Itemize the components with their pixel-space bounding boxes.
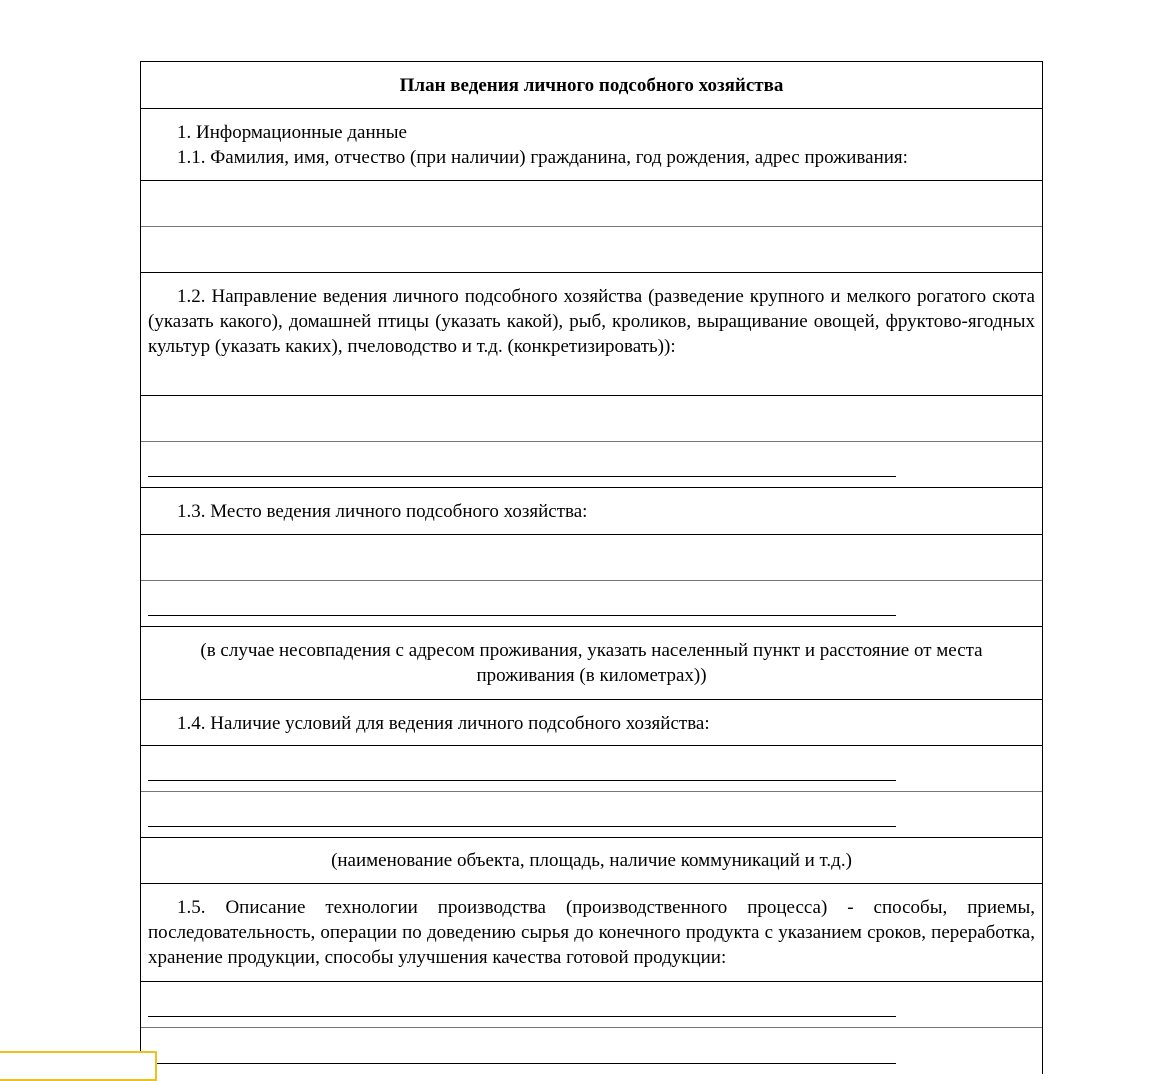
section-1-heading: 1. Информационные данные — [177, 122, 407, 143]
blank-line-1-3b[interactable] — [141, 581, 1042, 627]
item-1-1-label: 1.1. Фамилия, имя, отчество (при наличии) гражданина, год рождения, адрес проживания: — [177, 147, 908, 168]
underline — [148, 615, 896, 616]
underline — [148, 1063, 896, 1064]
blank-line-1-4b[interactable] — [141, 792, 1042, 838]
underline — [148, 476, 896, 477]
item-1-3-label: 1.3. Место ведения личного подсобного хозяйства: — [141, 488, 1042, 535]
underline — [148, 826, 896, 827]
blank-line-1-4a[interactable] — [141, 746, 1042, 792]
note-1-3: (в случае несовпадения с адресом проживания, указать населенный пункт и расстояние от места проживания (в километрах)) — [141, 627, 1042, 700]
underline — [148, 780, 896, 781]
item-1-5-label: 1.5. Описание технологии производства (производственного процесса) - способы, приемы, последовательность, операции по доведению сырья до конечного продукта с указанием сроков, переработка, хранение продукции, способы улучшения качества готовой продукции: — [141, 884, 1042, 982]
blank-line-1-5a[interactable] — [141, 982, 1042, 1028]
blank-line-1-3a[interactable] — [141, 535, 1042, 581]
form-table — [140, 61, 1043, 1074]
highlight-frame — [0, 1051, 157, 1081]
blank-line-1-1b[interactable] — [141, 227, 1042, 273]
item-1-4-label: 1.4. Наличие условий для ведения личного подсобного хозяйства: — [141, 700, 1042, 746]
blank-line-1-5b[interactable] — [141, 1028, 1042, 1074]
underline — [148, 1016, 896, 1017]
item-1-2-label: 1.2. Направление ведения личного подсобного хозяйства (разведение крупного и мелкого рогатого скота (указать какого), домашней птицы (указать какой), рыб, кроликов, выращивание овощей, фруктово-ягодных культур (указать каких), пчеловодство и т.д. (конкретизировать)): — [141, 273, 1042, 396]
section-1-cell — [141, 109, 1042, 181]
blank-line-1-1a[interactable] — [141, 181, 1042, 227]
blank-line-1-2b[interactable] — [141, 442, 1042, 488]
form-title: План ведения личного подсобного хозяйства — [141, 62, 1042, 109]
note-1-4: (наименование объекта, площадь, наличие коммуникаций и т.д.) — [141, 838, 1042, 884]
blank-line-1-2a[interactable] — [141, 396, 1042, 442]
